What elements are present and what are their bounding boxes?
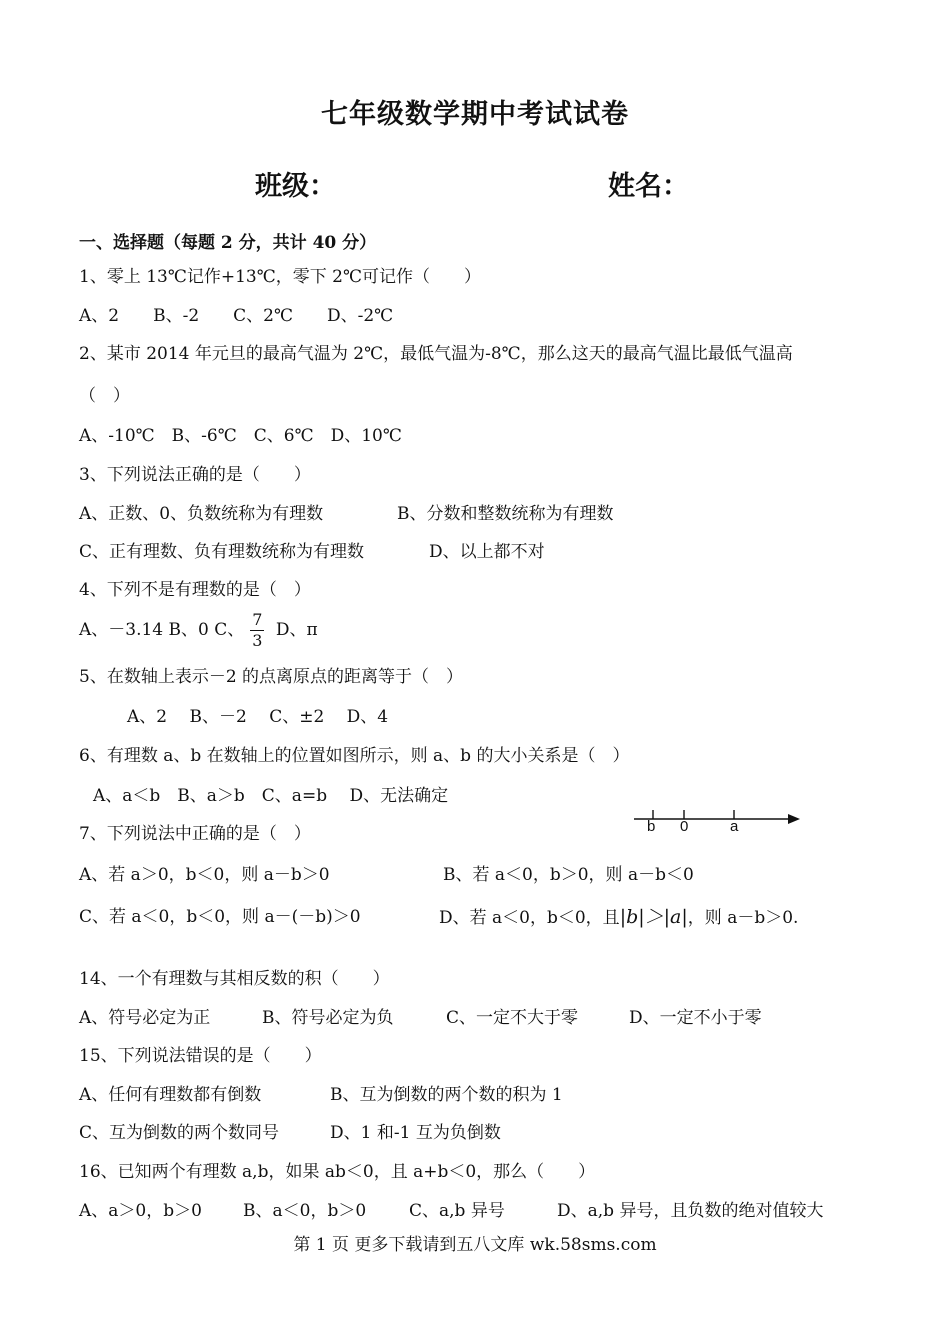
question-3-option-c: C、正有理数、负有理数统称为有理数 xyxy=(79,542,365,562)
question-3-option-b: B、分数和整数统称为有理数 xyxy=(397,504,614,524)
question-4-option-b: B、0 xyxy=(168,620,209,640)
question-14-option-d: D、一定不小于零 xyxy=(629,1008,762,1028)
question-4-options xyxy=(79,608,318,652)
question-15-stem: 15、下列说法错误的是（ ） xyxy=(79,1046,322,1066)
question-5-options: A、2 B、－2 C、±2 D、4 xyxy=(127,707,389,727)
number-line-arrow xyxy=(788,814,800,824)
question-4-option-a: A、－3.14 xyxy=(79,620,164,640)
question-4-option-d: D、π xyxy=(275,620,318,640)
question-6-stem: 6、有理数 a、b 在数轴上的位置如图所示，则 a、b 的大小关系是（ ） xyxy=(79,746,630,766)
question-16-option-d: D、a,b 异号，且负数的绝对值较大 xyxy=(557,1201,824,1221)
label-b: b xyxy=(647,818,656,835)
absolute-value-inequality: |b|＞|a| xyxy=(619,906,688,928)
question-1-options: A、2 B、-2 C、2℃ D、-2℃ xyxy=(79,306,394,326)
question-6-options: A、a＜b B、a＞b C、a=b D、无法确定 xyxy=(93,786,449,806)
question-15-option-a: A、任何有理数都有倒数 xyxy=(79,1085,262,1105)
question-14-option-b: B、符号必定为负 xyxy=(262,1008,394,1028)
question-15-option-c: C、互为倒数的两个数同号 xyxy=(79,1123,280,1143)
question-15-option-d: D、1 和-1 互为负倒数 xyxy=(330,1123,501,1143)
label-zero: 0 xyxy=(680,818,689,835)
question-15-option-b: B、互为倒数的两个数的积为 1 xyxy=(330,1085,563,1105)
question-14-option-a: A、符号必定为正 xyxy=(79,1008,211,1028)
question-7-option-b: B、若 a＜0，b＞0，则 a－b＜0 xyxy=(443,865,694,885)
question-7-option-d-conclusion: ，则 a－b＞0. xyxy=(687,908,799,928)
question-16-option-b: B、a＜0，b＞0 xyxy=(243,1201,367,1221)
fraction-denominator: 3 xyxy=(252,631,263,650)
question-2-paren: （ ） xyxy=(79,386,130,406)
section-heading-choice: 一、选择题（每题 2 分，共计 40 分） xyxy=(79,233,377,253)
question-2-options: A、-10℃ B、-6℃ C、6℃ D、10℃ xyxy=(79,426,402,446)
page-footer: 第 1 页 更多下载请到五八文库 wk.58sms.com xyxy=(293,1235,657,1255)
question-1-stem: 1、零上 13℃记作+13℃，零下 2℃可记作（ ） xyxy=(79,267,481,287)
class-label: 班级： xyxy=(255,171,336,202)
question-3-option-a: A、正数、0、负数统称为有理数 xyxy=(79,504,324,524)
question-7-stem: 7、下列说法中正确的是（ ） xyxy=(79,824,311,844)
number-line-figure xyxy=(630,805,805,840)
question-7-option-c: C、若 a＜0，b＜0，则 a－(－b)＞0 xyxy=(79,907,361,927)
question-3-stem: 3、下列说法正确的是（ ） xyxy=(79,465,311,485)
question-3-option-d: D、以上都不对 xyxy=(429,542,545,562)
question-16-option-c: C、a,b 异号 xyxy=(409,1201,505,1221)
fraction-numerator: 7 xyxy=(252,610,263,629)
question-4-option-c: C、 xyxy=(214,620,245,640)
question-7-option-a: A、若 a＞0，b＜0，则 a－b＞0 xyxy=(79,865,330,885)
question-7-option-d xyxy=(439,906,798,929)
label-a: a xyxy=(730,818,739,835)
question-2-stem: 2、某市 2014 年元旦的最高气温为 2℃，最低气温为-8℃，那么这天的最高气温比最低气温高 xyxy=(79,344,793,364)
fraction-seven-thirds xyxy=(250,610,264,651)
question-7-option-d-condition: D、若 a＜0，b＜0，且 xyxy=(439,908,620,928)
name-label: 姓名： xyxy=(608,171,689,202)
question-16-stem: 16、已知两个有理数 a,b，如果 ab＜0，且 a+b＜0，那么（ ） xyxy=(79,1162,596,1182)
question-14-stem: 14、一个有理数与其相反数的积（ ） xyxy=(79,969,390,989)
exam-title: 七年级数学期中考试试卷 xyxy=(321,99,629,130)
question-16-option-a: A、a＞0，b＞0 xyxy=(79,1201,202,1221)
question-4-stem: 4、下列不是有理数的是（ ） xyxy=(79,580,311,600)
question-14-option-c: C、一定不大于零 xyxy=(446,1008,579,1028)
question-5-stem: 5、在数轴上表示－2 的点离原点的距离等于（ ） xyxy=(79,667,464,687)
